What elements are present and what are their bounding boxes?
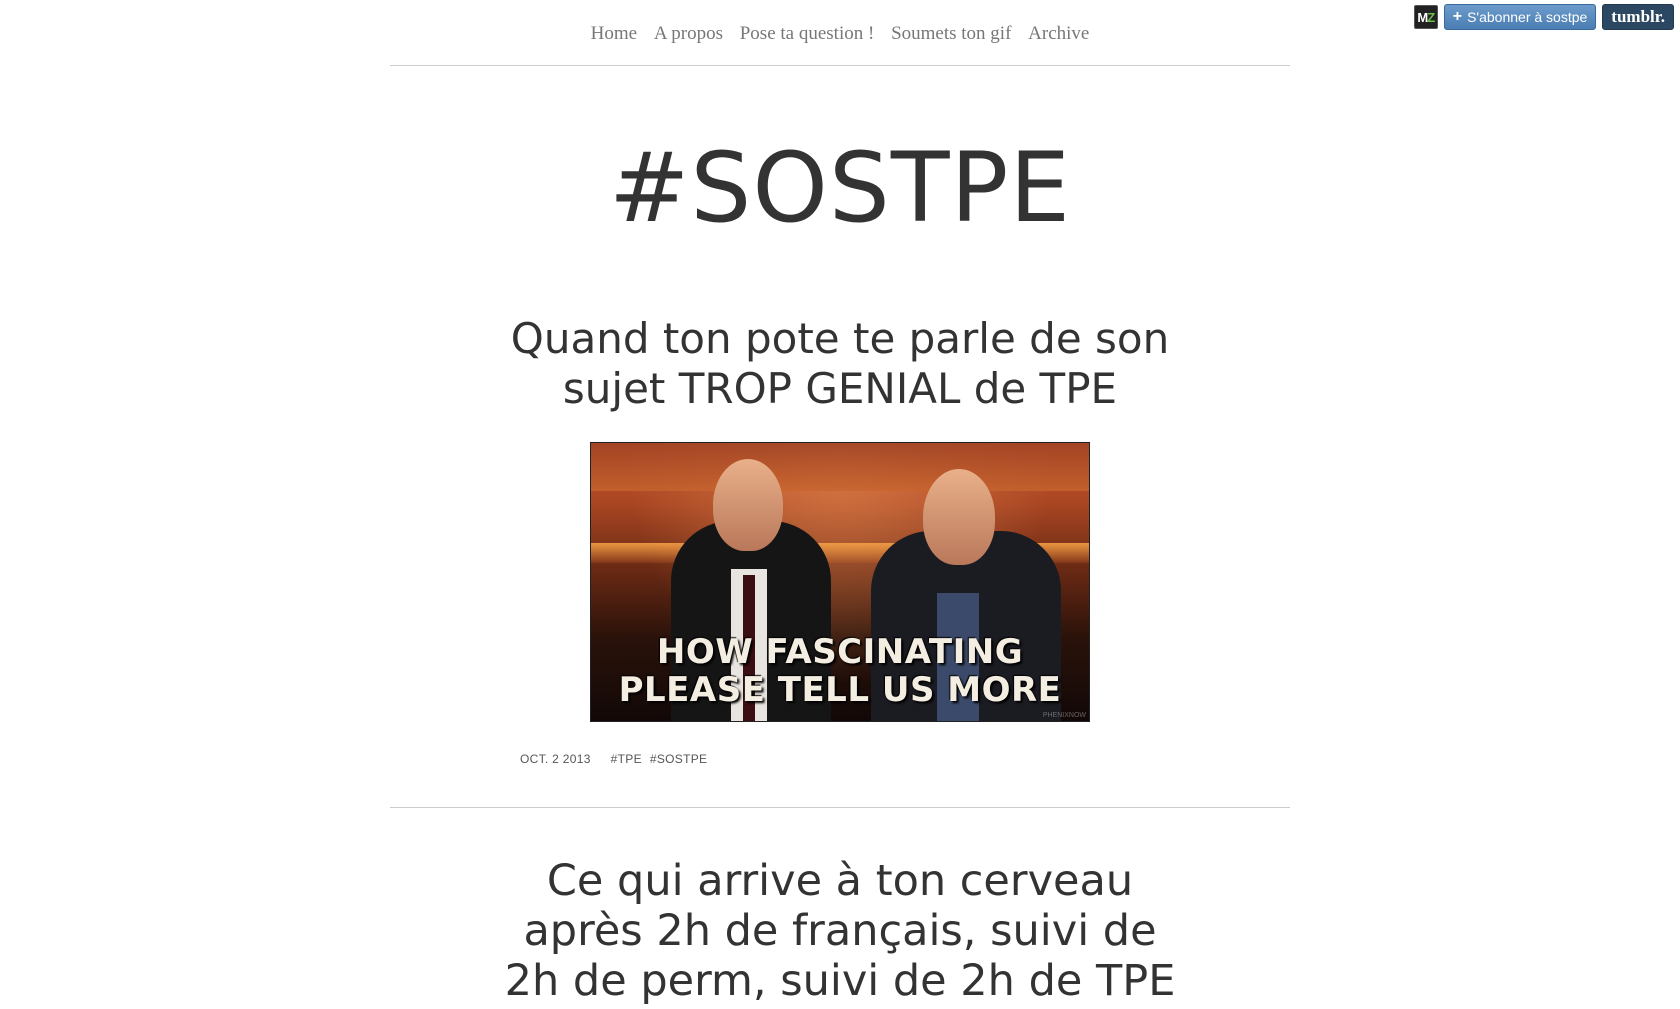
mz-badge-icon[interactable]: MZ xyxy=(1414,5,1438,29)
nav-submit-link[interactable]: Soumets ton gif xyxy=(891,23,1012,44)
nav-about-link[interactable]: A propos xyxy=(653,23,723,44)
tumblr-controls xyxy=(1414,4,1674,30)
tag-link[interactable]: #TPE xyxy=(610,752,642,766)
post-divider xyxy=(390,807,1290,808)
post-title[interactable]: Quand ton pote te parle de son sujet TROP GENIAL de TPE xyxy=(510,314,1170,413)
nav-ask-link[interactable]: Pose ta question ! xyxy=(739,23,875,44)
tumblr-button[interactable]: tumblr. xyxy=(1602,4,1674,30)
follow-button[interactable] xyxy=(1444,4,1597,30)
tag-link[interactable]: #SOSTPE xyxy=(649,752,708,766)
post-title[interactable]: Ce qui arrive à ton cerveau après 2h de français, suivi de 2h de perm, suivi de 2h de TPE xyxy=(504,856,1176,1006)
nav-home-link[interactable]: Home xyxy=(590,23,638,44)
gif-caption-line-2: PLEASE TELL US MORE xyxy=(618,670,1062,710)
blog-title[interactable]: #SOSTPE xyxy=(608,132,1072,244)
nav-divider xyxy=(390,65,1290,66)
post-tags xyxy=(611,752,708,766)
plus-icon: + xyxy=(1452,8,1463,25)
gif-watermark: PHENIXNOW xyxy=(1042,712,1086,719)
gif-caption xyxy=(591,633,1089,709)
gif-background xyxy=(591,443,1089,491)
post-gif[interactable] xyxy=(590,442,1090,722)
post-meta xyxy=(520,752,707,766)
follow-button-label: S'abonner à sostpe xyxy=(1467,9,1588,25)
gif-caption-line-1: HOW FASCINATING xyxy=(656,632,1024,672)
post-date-link[interactable]: OCT. 2 2013 xyxy=(520,752,591,766)
nav-archive-link[interactable]: Archive xyxy=(1028,23,1090,44)
